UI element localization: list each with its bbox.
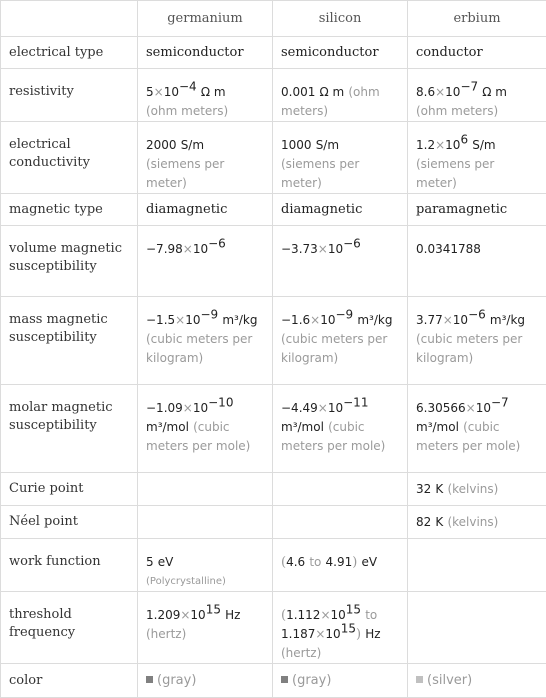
color-swatch <box>281 676 288 683</box>
row-label: threshold frequency <box>1 592 138 664</box>
cell-germanium: (gray) <box>138 664 273 698</box>
header-germanium: germanium <box>138 1 273 37</box>
row-label: electrical conductivity <box>1 122 138 194</box>
cell-silicon: $-3.73\times 10^{-6}$ <box>273 226 408 297</box>
row-label: electrical type <box>1 37 138 69</box>
cell-germanium: $5\times 10^{-4}$ Ω m (ohm meters) <box>138 69 273 122</box>
cell-silicon: 1000 S/m (siemens per meter) <box>273 122 408 194</box>
cell-erbium: 32 K (kelvins) <box>408 473 546 506</box>
row-label: magnetic type <box>1 194 138 226</box>
cell-germanium <box>138 473 273 506</box>
cell-silicon: (gray) <box>273 664 408 698</box>
cell-germanium: $-1.09\times 10^{-10}$ m³/mol (cubic meters per mole) <box>138 385 273 473</box>
cell-germanium: diamagnetic <box>138 194 273 226</box>
cell-silicon <box>273 506 408 539</box>
row-resistivity <box>1 69 546 122</box>
row-molar-susceptibility <box>1 385 546 473</box>
header-row <box>1 1 546 37</box>
color-swatch <box>416 676 423 683</box>
header-erbium: erbium <box>408 1 546 37</box>
row-label: molar magnetic susceptibility <box>1 385 138 473</box>
row-label: Néel point <box>1 506 138 539</box>
row-electrical-conductivity <box>1 122 546 194</box>
cell-erbium <box>408 539 546 592</box>
cell-germanium: semiconductor <box>138 37 273 69</box>
cell-erbium: (silver) <box>408 664 546 698</box>
row-work-function <box>1 539 546 592</box>
row-volume-susceptibility <box>1 226 546 297</box>
cell-silicon: (4.6 to 4.91) eV <box>273 539 408 592</box>
cell-germanium: $1.209\times 10^{15}$ Hz (hertz) <box>138 592 273 664</box>
cell-germanium: $-7.98\times 10^{-6}$ <box>138 226 273 297</box>
cell-erbium: $8.6\times 10^{-7}$ Ω m (ohm meters) <box>408 69 546 122</box>
cell-germanium: 2000 S/m (siemens per meter) <box>138 122 273 194</box>
cell-erbium: paramagnetic <box>408 194 546 226</box>
row-neel-point <box>1 506 546 539</box>
row-mass-susceptibility <box>1 297 546 385</box>
header-silicon: silicon <box>273 1 408 37</box>
color-swatch <box>146 676 153 683</box>
cell-erbium: 82 K (kelvins) <box>408 506 546 539</box>
row-label: mass magnetic susceptibility <box>1 297 138 385</box>
cell-erbium: conductor <box>408 37 546 69</box>
row-label: volume magnetic susceptibility <box>1 226 138 297</box>
row-label: work function <box>1 539 138 592</box>
cell-silicon: diamagnetic <box>273 194 408 226</box>
header-corner <box>1 1 138 37</box>
cell-silicon: 0.001 Ω m (ohm meters) <box>273 69 408 122</box>
row-label: color <box>1 664 138 698</box>
row-magnetic-type <box>1 194 546 226</box>
cell-erbium: $1.2\times 10^6$ S/m (siemens per meter) <box>408 122 546 194</box>
cell-silicon: $-1.6\times 10^{-9}$ m³/kg (cubic meters per kilogram) <box>273 297 408 385</box>
cell-germanium <box>138 506 273 539</box>
cell-germanium: $-1.5\times 10^{-9}$ m³/kg (cubic meters per kilogram) <box>138 297 273 385</box>
cell-erbium <box>408 592 546 664</box>
cell-silicon: ($1.112\times 10^{15}$ to $1.187\times 10^{15}$) Hz (hertz) <box>273 592 408 664</box>
row-label: Curie point <box>1 473 138 506</box>
cell-erbium: $6.30566\times 10^{-7}$ m³/mol (cubic meters per mole) <box>408 385 546 473</box>
row-threshold-frequency <box>1 592 546 664</box>
row-electrical-type <box>1 37 546 69</box>
cell-germanium: 5 eV (Polycrystalline) <box>138 539 273 592</box>
row-label: resistivity <box>1 69 138 122</box>
cell-silicon: $-4.49\times 10^{-11}$ m³/mol (cubic meters per mole) <box>273 385 408 473</box>
cell-erbium: $3.77\times 10^{-6}$ m³/kg (cubic meters per kilogram) <box>408 297 546 385</box>
cell-erbium: 0.0341788 <box>408 226 546 297</box>
cell-silicon <box>273 473 408 506</box>
row-curie-point <box>1 473 546 506</box>
row-color <box>1 664 546 698</box>
cell-silicon: semiconductor <box>273 37 408 69</box>
